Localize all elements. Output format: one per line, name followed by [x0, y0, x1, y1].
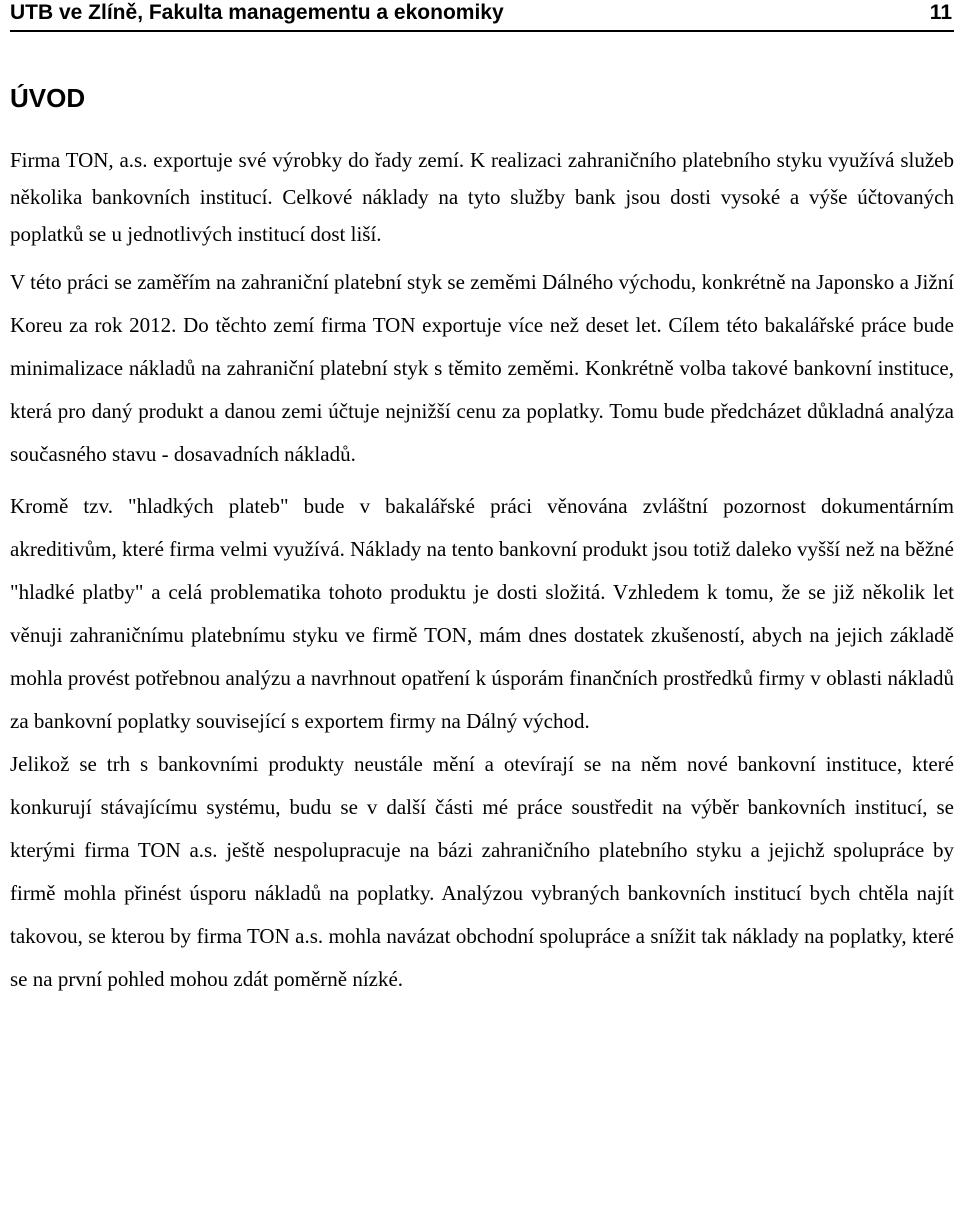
- header-institution: UTB ve Zlíně, Fakulta managementu a ekonomiky: [10, 1, 504, 24]
- paragraph-aim: V této práci se zaměřím na zahraniční platební styk se zeměmi Dálného východu, konkrétně na Japonsko a Jižní Koreu za rok 2012. Do těchto zemí firma TON exportuje více než deset let. Cílem této bakalářské práce bude minimalizace nákladů na zahraniční platební styk s těmito zeměmi. Konkrétně volba takové bankovní instituce, která pro daný produkt a danou zemi účtuje nejnižší cenu za poplatky. Tomu bude předcházet důkladná analýza současného stavu - dosavadních nákladů.: [10, 270, 954, 466]
- header-page-number: 11: [929, 1, 952, 24]
- paragraph-bank-selection: Jelikož se trh s bankovními produkty neustále mění a otevírají se na něm nové bankovní instituce, které konkurují stávajícímu systému, budu se v další části mé práce soustředit na výběr bankovních institucí, se kterými firma TON a.s. ještě nespolupracuje na bázi zahraničního platebního styku a jejichž spolupráce by firmě mohla přinést úsporu nákladů na poplatky. Analýzou vybraných bankovních institucí bych chtěla najít takovou, se kterou by firma TON a.s. mohla navázat obchodní spolupráce a snížit tak náklady na poplatky, které se na první pohled mohou zdát poměrně nízké.: [10, 752, 954, 991]
- paragraph-letters-of-credit: Kromě tzv. "hladkých plateb" bude v bakalářské práci věnována zvláštní pozornost dokumentárním akreditivům, které firma velmi využívá. Náklady na tento bankovní produkt jsou totiž daleko vyšší než na běžné "hladké platby" a celá problematika tohoto produktu je dosti složitá. Vzhledem k tomu, že se již několik let věnuji zahraničnímu platebnímu styku ve firmě TON, mám dnes dostatek zkušeností, abych na jejich základě mohla provést potřebnou analýzu a navrhnout opatření k úsporám finančních prostředků firmy v oblasti nákladů za bankovní poplatky související s exportem firmy na Dálný východ.: [10, 494, 954, 733]
- section-heading: ÚVOD: [10, 83, 86, 113]
- running-header: [10, 0, 954, 32]
- document-page: [10, 0, 954, 1229]
- body-text: [10, 142, 954, 1001]
- paragraph-intro: Firma TON, a.s. exportuje své výrobky do řady zemí. K realizaci zahraničního platebního styku využívá služeb několika bankovních institucí. Celkové náklady na tyto služby bank jsou dosti vysoké a výše účtovaných poplatků se u jednotlivých institucí dost liší.: [10, 148, 954, 246]
